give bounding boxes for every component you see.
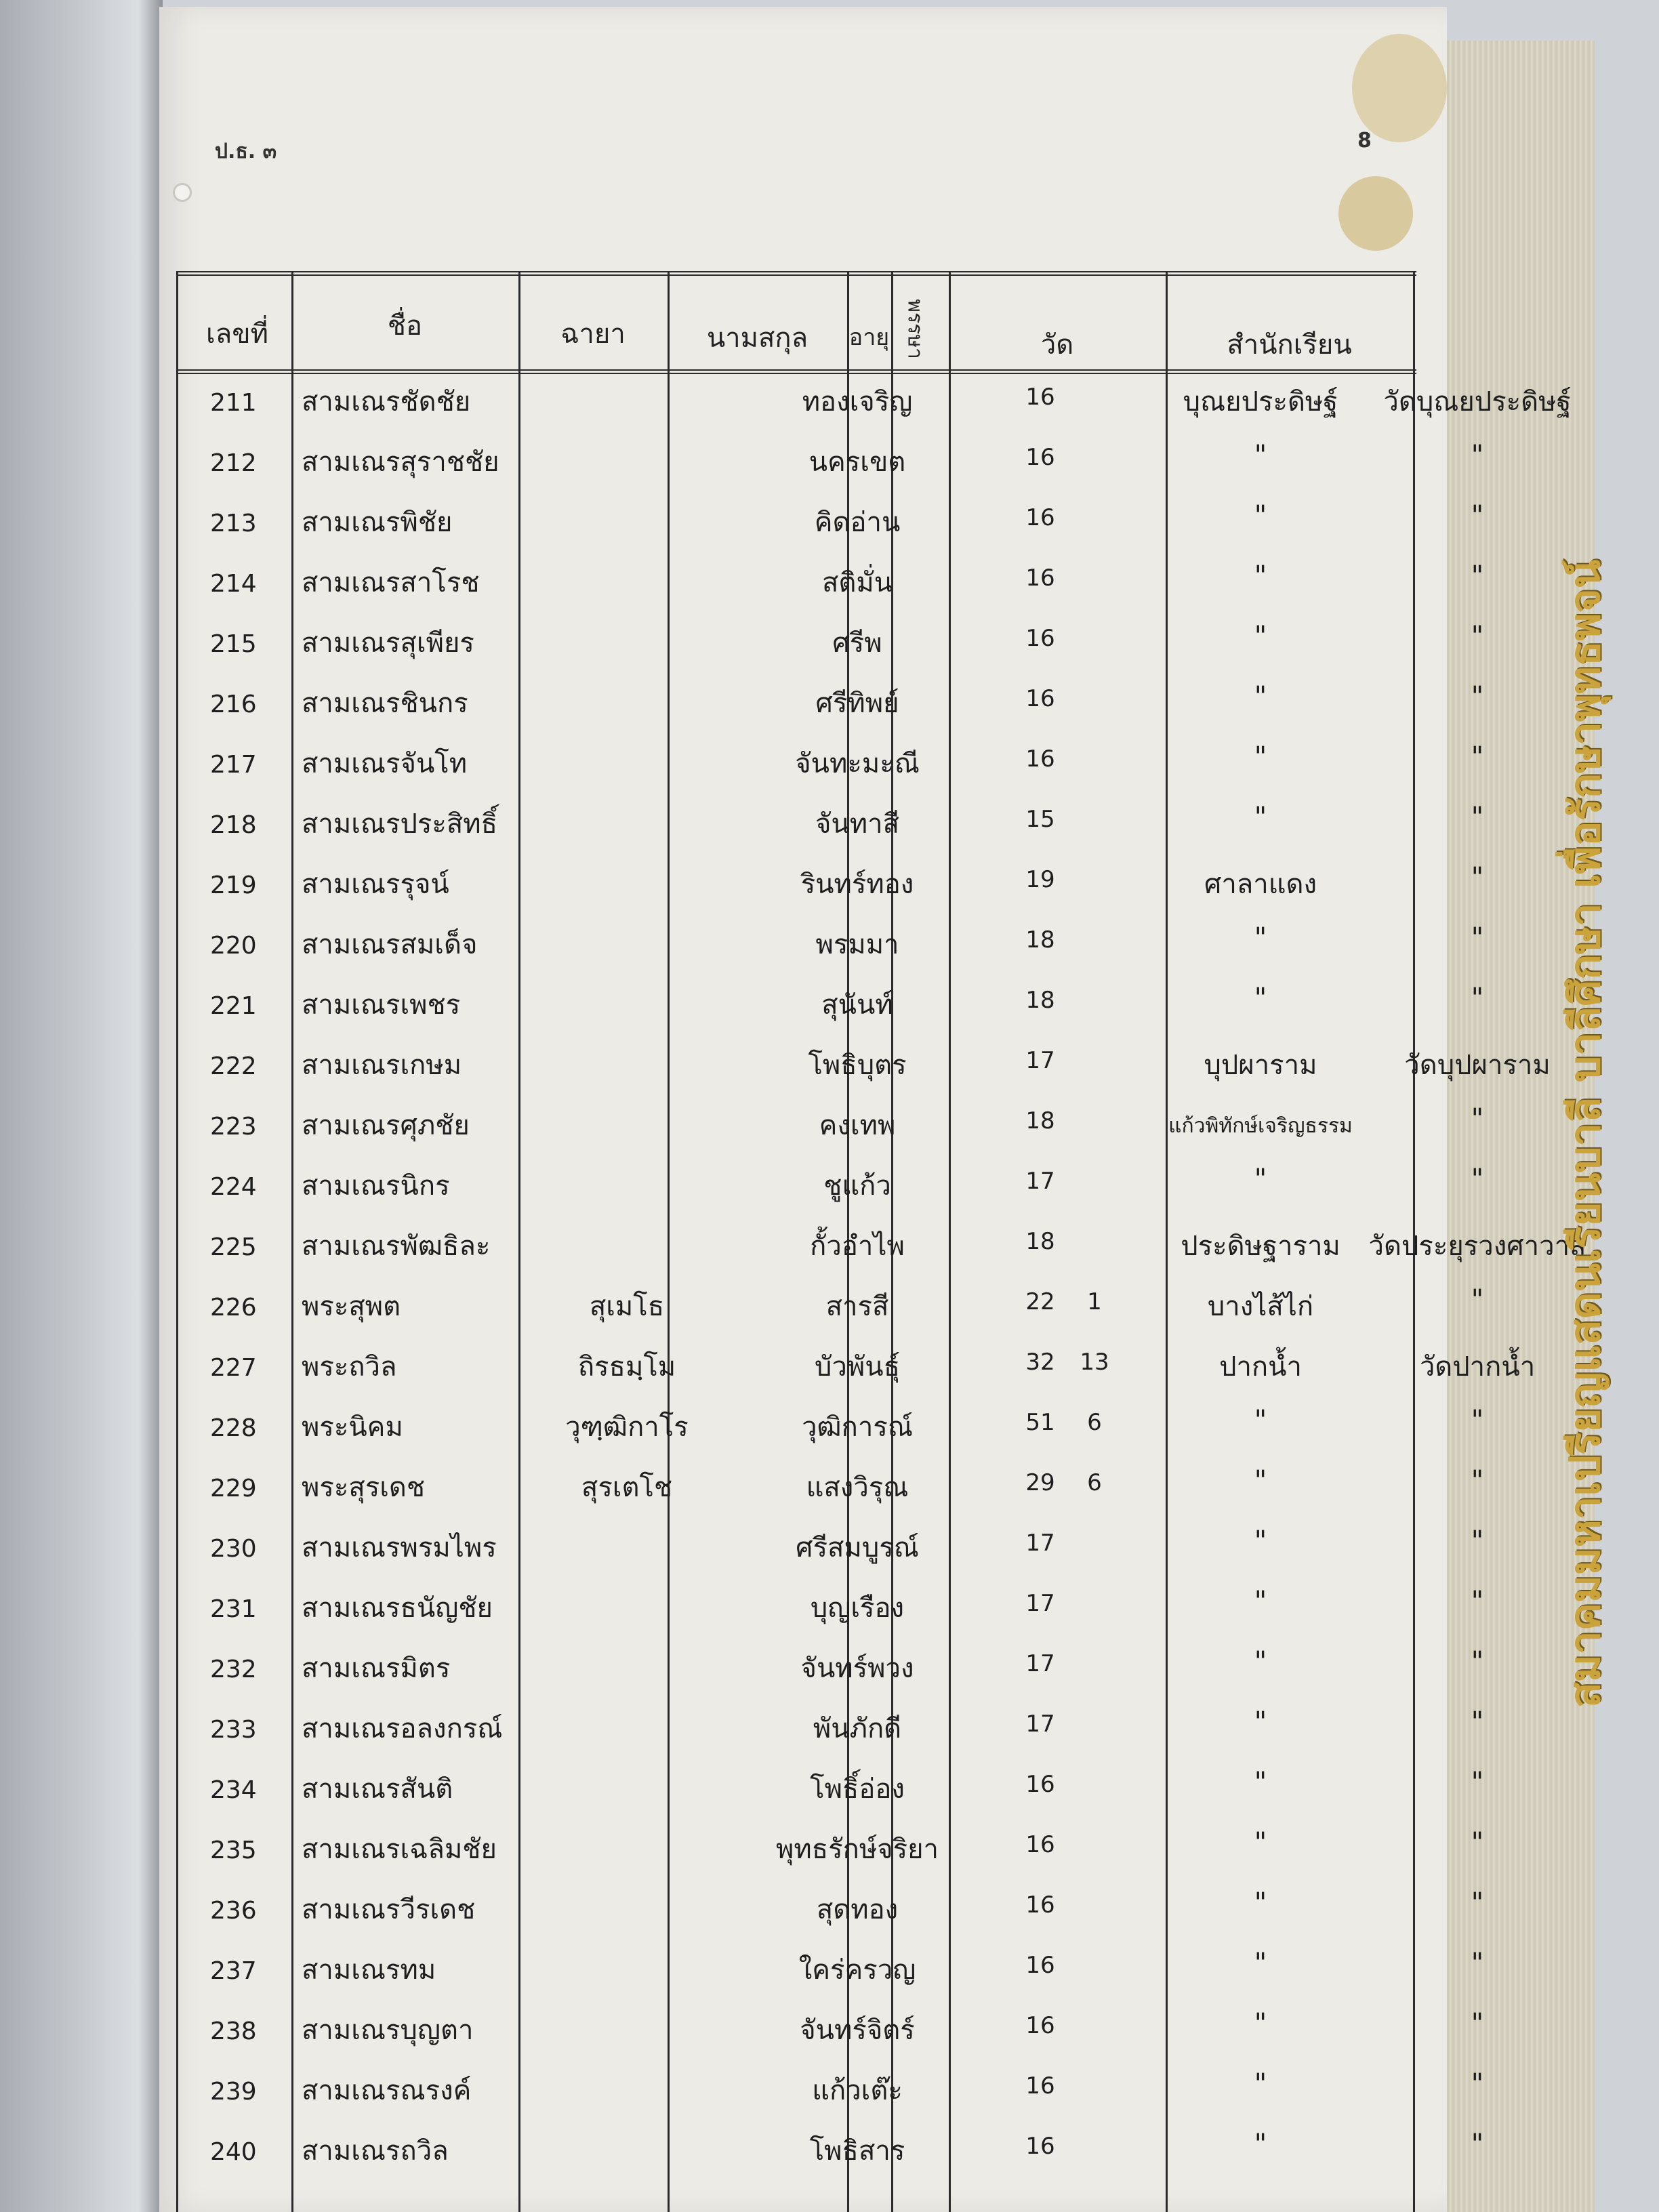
- row-name: สามเณรณรงค์: [302, 2075, 472, 2106]
- row-wat: ": [1254, 2068, 1267, 2100]
- table-row: [176, 741, 1484, 796]
- row-name: สามเณรบุญตา: [302, 2015, 474, 2046]
- table-row: [176, 1706, 1484, 1761]
- row-number: 237: [210, 1957, 257, 1985]
- header-age: อายุ: [848, 324, 890, 351]
- table-row: [176, 2129, 1484, 2183]
- row-school: ": [1471, 1525, 1484, 1557]
- row-name: สามเณรชัดชัย: [302, 386, 471, 417]
- row-age: 16: [1025, 625, 1055, 652]
- row-name: สามเณรสุเพียร: [302, 628, 474, 659]
- row-wat: บุณยประดิษฐ์: [1183, 386, 1338, 417]
- stain: [1352, 34, 1447, 142]
- table-row: [176, 1164, 1484, 1218]
- row-age: 16: [1025, 2012, 1055, 2039]
- row-age: 29: [1025, 1469, 1055, 1496]
- row-number: 222: [210, 1052, 257, 1080]
- row-number: 217: [210, 751, 257, 779]
- row-number: 218: [210, 811, 257, 839]
- page-number: 8: [1357, 129, 1372, 152]
- row-wat: ": [1254, 1586, 1267, 1617]
- row-age: 22: [1025, 1288, 1055, 1315]
- table-row: [176, 1405, 1484, 1459]
- row-name: สามเณรอลงกรณ์: [302, 1713, 503, 1744]
- row-surname: ทองเจริญ: [802, 386, 913, 417]
- row-surname: สติมั่น: [821, 567, 893, 598]
- row-number: 232: [210, 1656, 257, 1683]
- table-row: [176, 2068, 1484, 2123]
- row-number: 224: [210, 1173, 257, 1201]
- row-number: 230: [210, 1535, 257, 1563]
- row-number: 228: [210, 1414, 257, 1442]
- row-name: สามเณรนิกร: [302, 1170, 450, 1202]
- table-row: [176, 922, 1484, 977]
- row-school: ": [1471, 1948, 1484, 1979]
- row-wat: ": [1254, 1405, 1267, 1436]
- row-surname: พันภักดี: [813, 1713, 902, 1744]
- row-surname: พุทธรักษ์จริยา: [775, 1834, 939, 1865]
- row-name: สามเณรพรมไพร: [302, 1532, 497, 1563]
- row-age: 16: [1025, 685, 1055, 712]
- row-school: ": [1471, 1827, 1484, 1858]
- row-wat: ": [1254, 1767, 1267, 1798]
- row-surname: สุดทอง: [816, 1894, 899, 1925]
- row-name: สามเณรประสิทธิ์: [302, 808, 498, 840]
- row-name: สามเณรเฉลิมชัย: [302, 1834, 497, 1865]
- row-surname: โพธิ์อ่อง: [810, 1774, 905, 1805]
- row-school: ": [1471, 983, 1484, 1014]
- row-name: พระนิคม: [302, 1412, 403, 1443]
- table-row: [176, 1767, 1484, 1821]
- row-age: 16: [1025, 444, 1055, 471]
- row-wat: ": [1254, 681, 1267, 712]
- row-number: 214: [210, 570, 257, 598]
- row-chaya: สุเมโธ: [589, 1291, 665, 1322]
- table-row: [176, 802, 1484, 856]
- row-pansa: 1: [1087, 1288, 1102, 1315]
- table-row: [176, 1827, 1484, 1881]
- row-surname: จันทร์พวง: [800, 1653, 914, 1684]
- row-surname: จันทร์จิตร์: [800, 2015, 915, 2046]
- row-wat: ": [1254, 1164, 1267, 1195]
- row-school: ": [1471, 1465, 1484, 1496]
- row-school: ": [1471, 1103, 1484, 1134]
- row-wat: ": [1254, 1525, 1267, 1557]
- stain: [1338, 176, 1413, 251]
- row-name: สามเณรมิตร: [302, 1653, 451, 1684]
- row-number: 229: [210, 1475, 257, 1502]
- row-wat: ": [1254, 500, 1267, 531]
- row-number: 221: [210, 992, 257, 1020]
- row-surname: จันทะมะณี: [795, 748, 920, 779]
- row-age: 16: [1025, 565, 1055, 592]
- row-age: 16: [1025, 1771, 1055, 1798]
- row-name: สามเณรชินกร: [302, 688, 468, 719]
- row-pansa: 13: [1080, 1349, 1109, 1376]
- row-age: 51: [1025, 1409, 1055, 1436]
- row-school: ": [1471, 500, 1484, 531]
- table-row: [176, 1345, 1536, 1399]
- row-surname: คิดอ่าน: [814, 507, 901, 538]
- header-wat: วัด: [1040, 329, 1074, 361]
- row-age: 16: [1025, 1952, 1055, 1979]
- row-name: สามเณรสันติ: [302, 1774, 453, 1805]
- row-name: สามเณรพัฒธิละ: [302, 1231, 491, 1262]
- row-age: 16: [1025, 384, 1055, 411]
- row-number: 212: [210, 449, 257, 477]
- table-row: [176, 1284, 1484, 1338]
- table-row: [176, 380, 1572, 434]
- row-age: 18: [1025, 1228, 1055, 1255]
- row-number: 235: [210, 1837, 257, 1864]
- row-surname: นครเขต: [808, 447, 906, 478]
- table-row: [176, 1224, 1586, 1278]
- row-school: ": [1471, 1887, 1484, 1919]
- row-name: สามเณรศุภชัย: [302, 1110, 470, 1141]
- row-surname: โพธิสาร: [809, 2135, 905, 2167]
- row-surname: คงเทพ: [819, 1110, 896, 1141]
- row-name: สามเณรสมเด็จ: [302, 929, 478, 960]
- table-row: [176, 440, 1484, 494]
- row-school: ": [1471, 1586, 1484, 1617]
- row-pansa: 6: [1087, 1469, 1102, 1496]
- table-row: [176, 1525, 1484, 1580]
- row-age: 16: [1025, 1891, 1055, 1919]
- row-school: ": [1471, 1405, 1484, 1436]
- row-wat: บุปผาราม: [1204, 1050, 1317, 1081]
- row-school: ": [1471, 1767, 1484, 1798]
- row-surname: รินทร์ทอง: [800, 869, 914, 900]
- row-wat: ": [1254, 1887, 1267, 1919]
- row-name: พระถวิล: [302, 1351, 397, 1382]
- row-school: ": [1471, 1164, 1484, 1195]
- row-number: 238: [210, 2018, 257, 2045]
- row-age: 17: [1025, 1650, 1055, 1677]
- row-surname: สุนันท์: [821, 989, 893, 1021]
- row-school: ": [1471, 621, 1484, 652]
- row-surname: พรมมา: [815, 929, 899, 960]
- row-wat: ": [1254, 802, 1267, 833]
- row-wat: ": [1254, 1706, 1267, 1738]
- row-wat: ปากน้ำ: [1219, 1351, 1302, 1382]
- row-wat: ": [1254, 2129, 1267, 2160]
- row-wat: บางไส้ไก่: [1207, 1291, 1314, 1322]
- row-number: 220: [210, 932, 257, 960]
- row-name: สามเณรถวิล: [302, 2135, 449, 2167]
- row-wat: แก้วพิทักษ์เจริญธรรม: [1168, 1114, 1353, 1138]
- row-surname: ชูแก้ว: [823, 1170, 891, 1202]
- row-wat: ประดิษฐาราม: [1181, 1231, 1340, 1262]
- row-school: ": [1471, 440, 1484, 471]
- table-row: [176, 1103, 1484, 1158]
- row-school: ": [1471, 2068, 1484, 2100]
- header-bottom-border: [176, 369, 1416, 374]
- row-number: 233: [210, 1716, 257, 1744]
- row-school: ": [1471, 2008, 1484, 2039]
- row-surname: ศรีทิพย์: [815, 688, 899, 719]
- row-name: สามเณรวีรเดช: [302, 1894, 476, 1925]
- row-surname: บัวพันธุ์: [815, 1351, 900, 1382]
- row-name: พระสุรเดช: [302, 1472, 426, 1503]
- row-name: สามเณรเกษม: [302, 1050, 462, 1081]
- row-wat: ": [1254, 922, 1267, 954]
- row-name: สามเณรทม: [302, 1954, 436, 1986]
- row-age: 18: [1025, 1107, 1055, 1134]
- table-row: [176, 560, 1484, 615]
- row-number: 236: [210, 1897, 257, 1925]
- row-name: สามเณรสาโรช: [302, 567, 480, 598]
- row-wat: ": [1254, 1465, 1267, 1496]
- row-number: 225: [210, 1233, 257, 1261]
- row-number: 240: [210, 2138, 257, 2166]
- row-number: 213: [210, 510, 257, 537]
- table-row: [176, 1586, 1484, 1640]
- row-surname: กั้วอำไพ: [810, 1231, 905, 1262]
- row-surname: ใคร่ครวญ: [798, 1954, 916, 1986]
- row-age: 17: [1025, 1711, 1055, 1738]
- row-surname: จันทาสี: [815, 808, 900, 840]
- row-name: พระสุพต: [302, 1291, 401, 1322]
- row-number: 215: [210, 630, 257, 658]
- row-wat: ": [1254, 1827, 1267, 1858]
- row-school: ": [1471, 1284, 1484, 1315]
- table-row: [176, 621, 1484, 675]
- row-name: สามเณรจันโท: [302, 748, 468, 779]
- row-school: ": [1471, 741, 1484, 773]
- row-school: ": [1471, 1706, 1484, 1738]
- table-row: [176, 500, 1484, 554]
- table-row: [176, 983, 1484, 1037]
- row-surname: ศรีสมบูรณ์: [796, 1532, 919, 1563]
- row-age: 16: [1025, 2133, 1055, 2160]
- row-age: 17: [1025, 1168, 1055, 1195]
- row-name: สามเณรรุจน์: [302, 869, 449, 900]
- row-chaya: สุรเตโช: [581, 1472, 673, 1503]
- row-wat: ": [1254, 741, 1267, 773]
- row-wat: ": [1254, 560, 1267, 592]
- row-age: 19: [1025, 866, 1055, 893]
- row-school: วัดบุปผาราม: [1404, 1050, 1551, 1081]
- table-row: [176, 1043, 1551, 1097]
- row-school: ": [1471, 560, 1484, 592]
- row-age: 17: [1025, 1590, 1055, 1617]
- row-surname: แสงวิรุณ: [806, 1472, 909, 1503]
- header-name: ชื่อ: [387, 310, 423, 342]
- row-surname: โพธิบุตร: [808, 1050, 907, 1081]
- row-number: 211: [210, 389, 257, 417]
- row-age: 18: [1025, 926, 1055, 954]
- watermark: สมาคมมหาเปรียญแสดนเรียนบาลี บาลีศึกษา เพื่อรักษาพุทธพจน์: [1560, 559, 1610, 1708]
- row-age: 16: [1025, 2072, 1055, 2100]
- row-name: สามเณรพิชัย: [302, 507, 453, 538]
- header-school: สำนักเรียน: [1227, 329, 1352, 361]
- row-school: วัดปากน้ำ: [1419, 1351, 1536, 1382]
- row-age: 15: [1025, 806, 1055, 833]
- row-number: 234: [210, 1776, 257, 1804]
- row-school: ": [1471, 681, 1484, 712]
- row-age: 18: [1025, 987, 1055, 1014]
- row-wat: ": [1254, 440, 1267, 471]
- table-row: [176, 1646, 1484, 1700]
- row-school: ": [1471, 2129, 1484, 2160]
- table-row: [176, 1887, 1484, 1942]
- row-age: 32: [1025, 1349, 1055, 1376]
- row-age: 17: [1025, 1530, 1055, 1557]
- row-number: 239: [210, 2078, 257, 2106]
- row-chaya: วุฑฺฒิกาโร: [565, 1412, 689, 1443]
- row-surname: ศรีพ: [832, 628, 882, 659]
- row-number: 231: [210, 1595, 257, 1623]
- table-row: [176, 1465, 1484, 1519]
- header-pansa: พรรษา: [903, 299, 927, 359]
- row-name: สามเณรสุราชชัย: [302, 447, 499, 478]
- row-wat: ": [1254, 621, 1267, 652]
- row-school: ": [1471, 862, 1484, 893]
- row-wat: ": [1254, 1948, 1267, 1979]
- table-top-border: [176, 271, 1416, 276]
- row-school: วัดประยุรวงศาวาส: [1368, 1231, 1586, 1262]
- row-school: ": [1471, 802, 1484, 833]
- row-number: 216: [210, 691, 257, 718]
- binding-hole: [173, 183, 192, 202]
- row-number: 219: [210, 872, 257, 899]
- row-school: ": [1471, 1646, 1484, 1677]
- row-wat: ศาลาแดง: [1204, 869, 1317, 900]
- left-page: [0, 0, 163, 2212]
- row-surname: แก้วเต๊ะ: [812, 2075, 903, 2106]
- row-surname: บุญเรือง: [810, 1593, 905, 1624]
- corner-label: ป.ธ. ๓: [215, 140, 277, 163]
- row-age: 17: [1025, 1047, 1055, 1074]
- table-row: [176, 2008, 1484, 2062]
- row-school: วัดบุณยประดิษฐ์: [1383, 386, 1572, 417]
- row-chaya: ถิรธมฺโม: [577, 1351, 676, 1382]
- row-age: 16: [1025, 745, 1055, 773]
- row-wat: ": [1254, 1646, 1267, 1677]
- row-surname: สารสี: [825, 1291, 889, 1322]
- row-number: 227: [210, 1354, 257, 1382]
- row-wat: ": [1254, 2008, 1267, 2039]
- row-number: 223: [210, 1113, 257, 1141]
- header-chaya: ฉายา: [560, 319, 626, 350]
- row-school: ": [1471, 922, 1484, 954]
- table-row: [176, 681, 1484, 735]
- row-pansa: 6: [1087, 1409, 1102, 1436]
- row-surname: วุฒิการณ์: [802, 1412, 913, 1443]
- table-row: [176, 1948, 1484, 2002]
- row-number: 226: [210, 1294, 257, 1322]
- header-surname: นามสกุล: [706, 323, 808, 354]
- table-row: [176, 862, 1484, 916]
- row-age: 16: [1025, 1831, 1055, 1858]
- row-age: 16: [1025, 504, 1055, 531]
- row-name: สามเณรธนัญชัย: [302, 1593, 493, 1624]
- row-wat: ": [1254, 983, 1267, 1014]
- row-name: สามเณรเพชร: [302, 989, 461, 1021]
- header-no: เลขที่: [206, 319, 268, 350]
